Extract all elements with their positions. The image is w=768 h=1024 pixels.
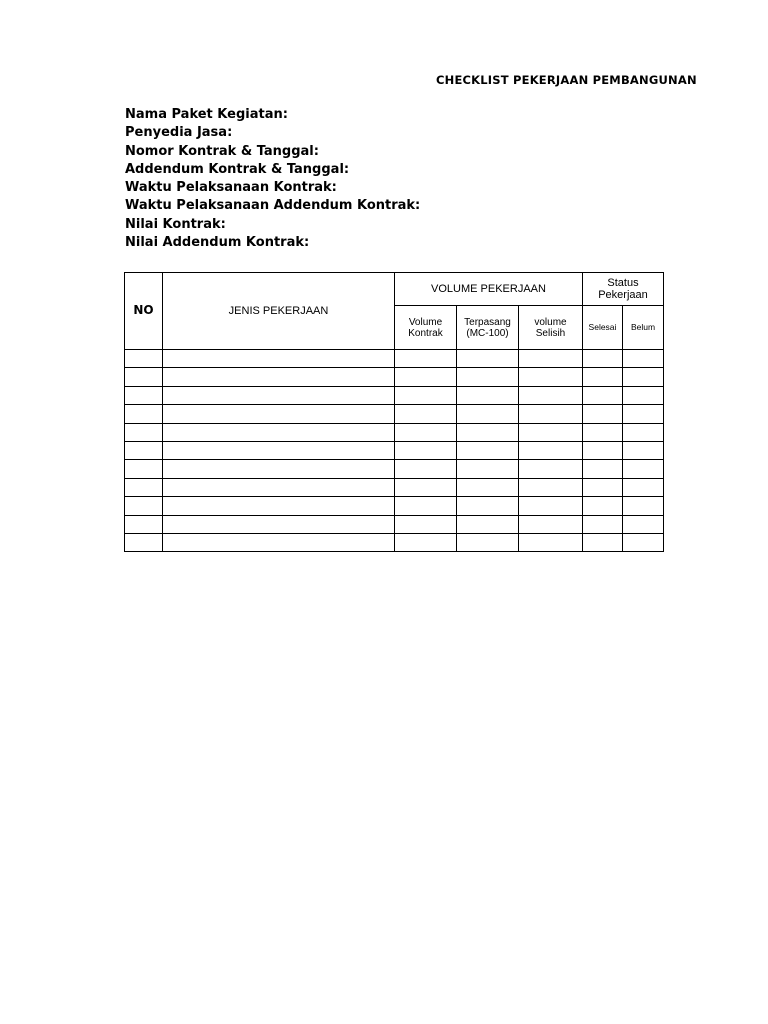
info-waktu-pelaksanaan-kontrak: Waktu Pelaksanaan Kontrak: xyxy=(125,180,337,196)
cell-volume-kontrak[interactable] xyxy=(395,497,457,515)
cell-volume-selisih[interactable] xyxy=(519,350,583,368)
table-row xyxy=(125,533,664,551)
cell-jenis-pekerjaan[interactable] xyxy=(163,368,395,386)
checklist-table xyxy=(124,272,664,552)
table-row xyxy=(125,441,664,459)
cell-volume-kontrak[interactable] xyxy=(395,350,457,368)
cell-volume-selisih[interactable] xyxy=(519,478,583,496)
cell-volume-kontrak[interactable] xyxy=(395,478,457,496)
cell-jenis-pekerjaan[interactable] xyxy=(163,460,395,478)
header-selesai: Selesai xyxy=(583,306,623,350)
table-row xyxy=(125,386,664,404)
cell-jenis-pekerjaan[interactable] xyxy=(163,478,395,496)
cell-no[interactable] xyxy=(125,497,163,515)
cell-jenis-pekerjaan[interactable] xyxy=(163,423,395,441)
cell-belum[interactable] xyxy=(623,460,664,478)
cell-no[interactable] xyxy=(125,405,163,423)
table-row xyxy=(125,423,664,441)
cell-no[interactable] xyxy=(125,368,163,386)
info-waktu-pelaksanaan-addendum: Waktu Pelaksanaan Addendum Kontrak: xyxy=(125,198,421,214)
cell-belum[interactable] xyxy=(623,423,664,441)
cell-volume-selisih[interactable] xyxy=(519,515,583,533)
header-no: NO xyxy=(125,273,163,350)
cell-terpasang[interactable] xyxy=(457,533,519,551)
cell-no[interactable] xyxy=(125,515,163,533)
cell-volume-selisih[interactable] xyxy=(519,423,583,441)
cell-volume-selisih[interactable] xyxy=(519,368,583,386)
cell-terpasang[interactable] xyxy=(457,460,519,478)
cell-terpasang[interactable] xyxy=(457,350,519,368)
cell-terpasang[interactable] xyxy=(457,515,519,533)
cell-selesai[interactable] xyxy=(583,441,623,459)
header-belum: Belum xyxy=(623,306,664,350)
cell-no[interactable] xyxy=(125,478,163,496)
table-row xyxy=(125,515,664,533)
header-volume-kontrak: Volume Kontrak xyxy=(395,306,457,350)
cell-belum[interactable] xyxy=(623,533,664,551)
cell-volume-kontrak[interactable] xyxy=(395,405,457,423)
cell-jenis-pekerjaan[interactable] xyxy=(163,497,395,515)
table-row xyxy=(125,350,664,368)
table-row xyxy=(125,497,664,515)
cell-selesai[interactable] xyxy=(583,460,623,478)
cell-volume-kontrak[interactable] xyxy=(395,460,457,478)
table-row xyxy=(125,405,664,423)
header-terpasang: Terpasang (MC-100) xyxy=(457,306,519,350)
info-nama-paket-kegiatan: Nama Paket Kegiatan: xyxy=(125,107,288,122)
cell-belum[interactable] xyxy=(623,497,664,515)
cell-selesai[interactable] xyxy=(583,533,623,551)
cell-no[interactable] xyxy=(125,533,163,551)
info-addendum-kontrak: Addendum Kontrak & Tanggal: xyxy=(125,161,350,177)
cell-belum[interactable] xyxy=(623,405,664,423)
cell-jenis-pekerjaan[interactable] xyxy=(163,405,395,423)
cell-volume-selisih[interactable] xyxy=(519,460,583,478)
cell-selesai[interactable] xyxy=(583,497,623,515)
cell-selesai[interactable] xyxy=(583,368,623,386)
cell-volume-kontrak[interactable] xyxy=(395,423,457,441)
cell-selesai[interactable] xyxy=(583,515,623,533)
cell-jenis-pekerjaan[interactable] xyxy=(163,350,395,368)
cell-terpasang[interactable] xyxy=(457,405,519,423)
cell-selesai[interactable] xyxy=(583,478,623,496)
cell-belum[interactable] xyxy=(623,350,664,368)
header-jenis-pekerjaan: JENIS PEKERJAAN xyxy=(163,273,395,350)
cell-volume-selisih[interactable] xyxy=(519,405,583,423)
cell-terpasang[interactable] xyxy=(457,423,519,441)
cell-jenis-pekerjaan[interactable] xyxy=(163,441,395,459)
cell-selesai[interactable] xyxy=(583,386,623,404)
cell-no[interactable] xyxy=(125,423,163,441)
header-volume-pekerjaan: VOLUME PEKERJAAN xyxy=(395,273,583,306)
cell-terpasang[interactable] xyxy=(457,478,519,496)
header-volume-selisih: volume Selisih xyxy=(519,306,583,350)
cell-selesai[interactable] xyxy=(583,350,623,368)
cell-volume-selisih[interactable] xyxy=(519,497,583,515)
cell-volume-kontrak[interactable] xyxy=(395,533,457,551)
checklist-table-body xyxy=(125,350,664,552)
cell-no[interactable] xyxy=(125,386,163,404)
cell-jenis-pekerjaan[interactable] xyxy=(163,515,395,533)
cell-belum[interactable] xyxy=(623,441,664,459)
info-nomor-kontrak: Nomor Kontrak & Tanggal: xyxy=(125,143,319,159)
cell-selesai[interactable] xyxy=(583,423,623,441)
document-title: CHECKLIST PEKERJAAN PEMBANGUNAN xyxy=(436,73,697,87)
cell-volume-kontrak[interactable] xyxy=(395,515,457,533)
cell-belum[interactable] xyxy=(623,478,664,496)
cell-belum[interactable] xyxy=(623,368,664,386)
contract-info-block xyxy=(125,106,420,252)
cell-terpasang[interactable] xyxy=(457,497,519,515)
info-penyedia-jasa: Penyedia Jasa: xyxy=(125,125,233,141)
info-nilai-kontrak: Nilai Kontrak: xyxy=(125,216,226,232)
cell-terpasang[interactable] xyxy=(457,386,519,404)
header-status-pekerjaan: Status Pekerjaan xyxy=(583,273,664,306)
cell-terpasang[interactable] xyxy=(457,368,519,386)
table-row xyxy=(125,368,664,386)
cell-selesai[interactable] xyxy=(583,405,623,423)
cell-volume-kontrak[interactable] xyxy=(395,386,457,404)
table-row xyxy=(125,460,664,478)
cell-jenis-pekerjaan[interactable] xyxy=(163,386,395,404)
cell-belum[interactable] xyxy=(623,386,664,404)
cell-volume-selisih[interactable] xyxy=(519,386,583,404)
table-row xyxy=(125,478,664,496)
cell-belum[interactable] xyxy=(623,515,664,533)
cell-volume-selisih[interactable] xyxy=(519,533,583,551)
cell-terpasang[interactable] xyxy=(457,441,519,459)
cell-volume-kontrak[interactable] xyxy=(395,441,457,459)
cell-volume-selisih[interactable] xyxy=(519,441,583,459)
cell-no[interactable] xyxy=(125,460,163,478)
cell-no[interactable] xyxy=(125,441,163,459)
cell-volume-kontrak[interactable] xyxy=(395,368,457,386)
info-nilai-addendum-kontrak: Nilai Addendum Kontrak: xyxy=(125,235,310,251)
cell-jenis-pekerjaan[interactable] xyxy=(163,533,395,551)
cell-no[interactable] xyxy=(125,350,163,368)
